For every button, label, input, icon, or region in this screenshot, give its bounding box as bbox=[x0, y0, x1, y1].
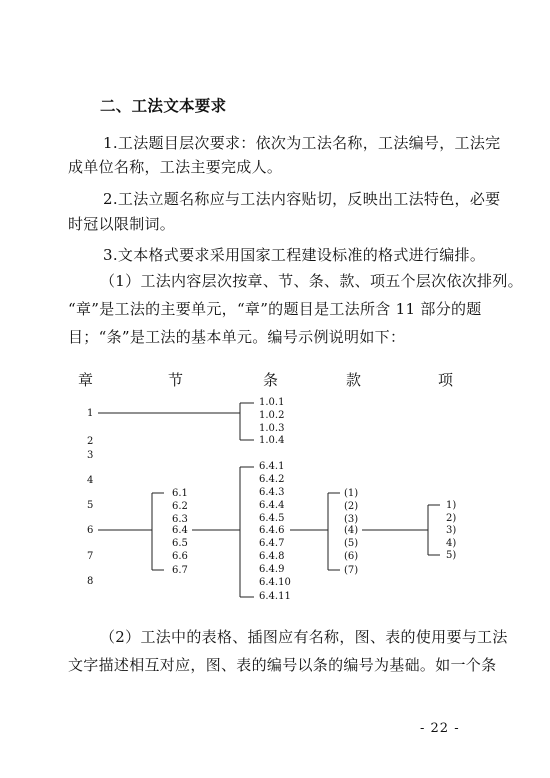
diagram-chapter-number: 4 bbox=[87, 475, 94, 486]
diagram-section: 6.6 bbox=[172, 551, 188, 562]
paragraph-line: 成单位名称，工法主要完成人。 bbox=[68, 158, 283, 176]
diagram-chapter-number: 3 bbox=[87, 450, 94, 461]
diagram-paragraph: (4) bbox=[344, 525, 359, 536]
diagram-clause: 6.4.2 bbox=[259, 474, 285, 485]
paragraph-line: 目；“条”是工法的基本单元。编号示例说明如下： bbox=[68, 328, 406, 346]
page-number: - 22 - bbox=[420, 721, 460, 736]
diagram-header-clause: 条 bbox=[263, 371, 279, 389]
paragraph-line: （1）工法内容层次按章、节、条、款、项五个层次依次排列。 bbox=[100, 272, 523, 290]
diagram-section: 6.4 bbox=[172, 525, 188, 536]
diagram-chapter-number: 2 bbox=[87, 436, 94, 447]
diagram-clause: 6.4.4 bbox=[259, 500, 285, 511]
diagram-item: 5) bbox=[446, 550, 457, 561]
diagram-chapter-number: 5 bbox=[87, 500, 94, 511]
diagram-header-chapter: 章 bbox=[78, 371, 94, 389]
paragraph-line: （2）工法中的表格、插图应有名称，图、表的使用要与工法 bbox=[100, 628, 508, 646]
diagram-clause: 6.4.5 bbox=[259, 513, 285, 524]
diagram-section: 6.1 bbox=[172, 488, 188, 499]
diagram-clause: 6.4.9 bbox=[259, 564, 285, 575]
diagram-section: 6.3 bbox=[172, 514, 188, 525]
diagram-section: 6.5 bbox=[172, 538, 188, 549]
diagram-clause: 6.4.7 bbox=[259, 538, 285, 549]
paragraph-line: 3.文本格式要求采用国家工程建设标准的格式进行编排。 bbox=[103, 246, 486, 264]
diagram-clause: 6.4.6 bbox=[259, 525, 285, 536]
diagram-paragraph: (6) bbox=[344, 551, 359, 562]
diagram-header-item: 项 bbox=[438, 371, 454, 389]
diagram-section: 6.7 bbox=[172, 565, 188, 576]
diagram-paragraph: (2) bbox=[344, 501, 359, 512]
section-heading: 二、工法文本要求 bbox=[100, 97, 227, 115]
diagram-clause: 1.0.3 bbox=[259, 423, 285, 434]
diagram-item: 1) bbox=[446, 500, 457, 511]
diagram-section: 6.2 bbox=[172, 501, 188, 512]
diagram-clause: 6.4.10 bbox=[259, 577, 291, 588]
diagram-chapter-number: 1 bbox=[87, 408, 94, 419]
diagram-clause: 6.4.11 bbox=[259, 591, 291, 602]
diagram-clause: 6.4.8 bbox=[259, 551, 285, 562]
diagram-clause: 1.0.2 bbox=[259, 410, 285, 421]
diagram-item: 3) bbox=[446, 525, 457, 536]
paragraph-line: 文字描述相互对应，图、表的编号以条的编号为基础。如一个条 bbox=[68, 656, 497, 674]
diagram-paragraph: (7) bbox=[344, 565, 359, 576]
paragraph-line: 2.工法立题名称应与工法内容贴切，反映出工法特色，必要 bbox=[103, 190, 501, 208]
diagram-clause: 6.4.3 bbox=[259, 487, 285, 498]
diagram-paragraph: (5) bbox=[344, 538, 359, 549]
diagram-chapter-number: 8 bbox=[87, 576, 94, 587]
paragraph-line: 时冠以限制词。 bbox=[68, 215, 176, 233]
paragraph-line: “章”是工法的主要单元，“章”的题目是工法所含 11 部分的题 bbox=[68, 300, 482, 318]
diagram-header-paragraph: 款 bbox=[346, 371, 362, 389]
diagram-item: 2) bbox=[446, 513, 457, 524]
diagram-chapter-number: 6 bbox=[87, 525, 94, 536]
diagram-header-section: 节 bbox=[168, 371, 184, 389]
diagram-chapter-number: 7 bbox=[87, 551, 94, 562]
diagram-clause: 1.0.1 bbox=[259, 397, 285, 408]
diagram-item: 4) bbox=[446, 538, 457, 549]
diagram-paragraph: (1) bbox=[344, 488, 359, 499]
diagram-clause: 1.0.4 bbox=[259, 435, 285, 446]
diagram-clause: 6.4.1 bbox=[259, 461, 285, 472]
diagram-paragraph: (3) bbox=[344, 514, 359, 525]
paragraph-line: 1.工法题目层次要求：依次为工法名称，工法编号，工法完 bbox=[103, 134, 501, 152]
